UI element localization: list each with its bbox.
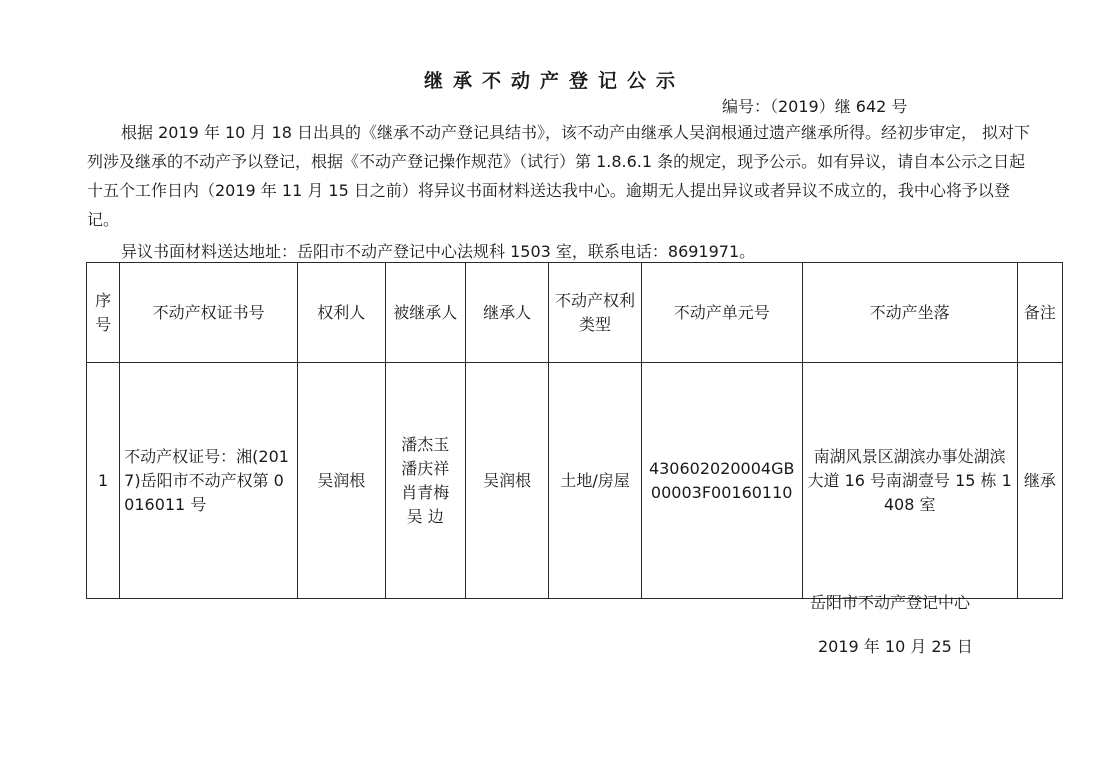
cell-seq: 1 xyxy=(87,363,120,599)
cell-cert: 不动产权证号：湘(2017)岳阳市不动产权第 0016011 号 xyxy=(120,363,298,599)
header-deceased: 被继承人 xyxy=(385,263,465,363)
issuing-authority: 岳阳市不动产登记中心 xyxy=(810,593,971,612)
registration-table xyxy=(86,262,1063,599)
issue-date: 2019 年 10 月 25 日 xyxy=(818,637,973,656)
deceased-name: 肖青梅 xyxy=(401,482,450,502)
table-header-row xyxy=(87,263,1063,363)
deceased-name: 吴 边 xyxy=(406,506,444,526)
notice-body xyxy=(87,118,1037,234)
cell-remark: 继承 xyxy=(1017,363,1062,599)
deceased-name: 潘庆祥 xyxy=(401,458,450,478)
cell-location: 南湖风景区湖滨办事处湖滨大道 16 号南湖壹号 15 栋 1408 室 xyxy=(802,363,1017,599)
header-location: 不动产坐落 xyxy=(802,263,1017,363)
header-remark: 备注 xyxy=(1017,263,1062,363)
cell-right-type: 土地/房屋 xyxy=(549,363,641,599)
header-owner: 权利人 xyxy=(298,263,385,363)
cell-unit-no: 430602020004GB00003F00160110 xyxy=(641,363,802,599)
cell-owner: 吴润根 xyxy=(298,363,385,599)
header-unit-no: 不动产单元号 xyxy=(641,263,802,363)
table-row xyxy=(87,363,1063,599)
deceased-name: 潘杰玉 xyxy=(401,434,450,454)
header-cert: 不动产权证书号 xyxy=(120,263,298,363)
header-right-type: 不动产权利类型 xyxy=(549,263,641,363)
cell-deceased xyxy=(385,363,465,599)
page-title: 继承不动产登记公示 xyxy=(423,70,685,92)
objection-address: 异议书面材料送达地址：岳阳市不动产登记中心法规科 1503 室，联系电话：8691971。 xyxy=(121,242,756,261)
notice-paragraph: 根据 2019 年 10 月 18 日出具的《继承不动产登记具结书》，该不动产由继承人吴润根通过遗产继承所得。经初步审定， 拟对下列涉及继承的不动产予以登记，根据《不动产登记操作规范》（试行）第 1.8.6.1 条的规定，现予公示。如有异议，请自本公示之日起十五个工作日内（2019 年 11 月 15 日之前）将异议书面材料送达我中心。逾期无人提出异议或者异议不成立的，我中心将予以登记。 xyxy=(87,123,1031,229)
header-seq: 序号 xyxy=(87,263,120,363)
cell-heir: 吴润根 xyxy=(465,363,548,599)
header-heir: 继承人 xyxy=(465,263,548,363)
document-number: 编号：（2019）继 642 号 xyxy=(722,97,908,116)
